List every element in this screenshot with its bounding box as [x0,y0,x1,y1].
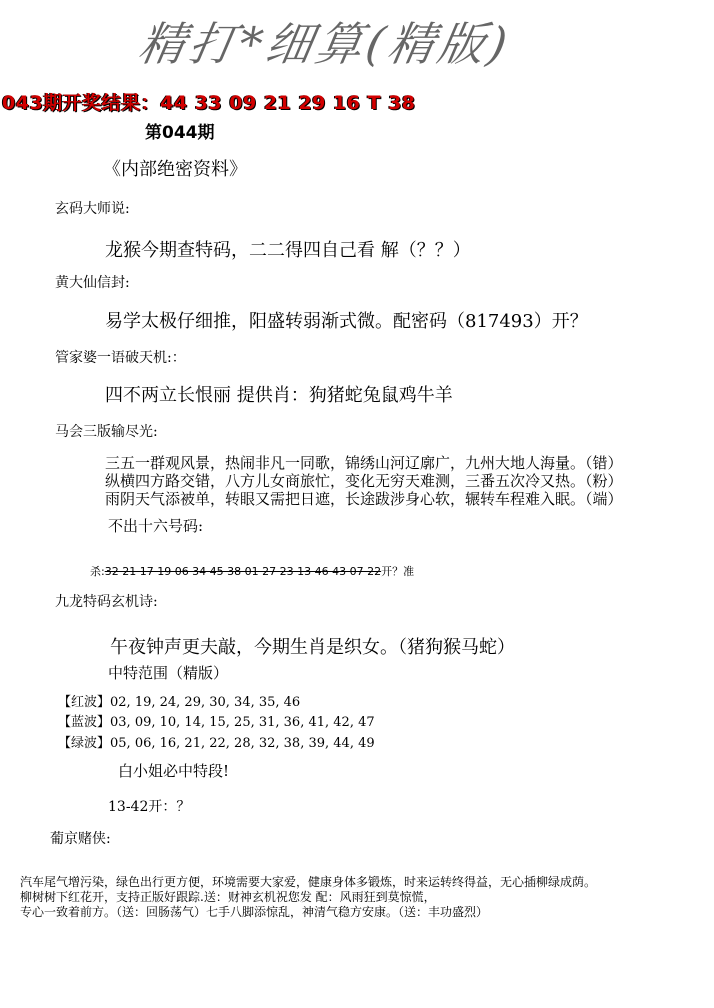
section-label-3: 管家婆一语破天机:： [55,350,186,366]
range-nums-red: 02, 19, 24, 29, 30, 34, 35, 46 [110,695,301,710]
range-row-red [58,691,300,710]
poem-line-1: 三五一群观风景，热闹非凡一同歌，锦绣山河辽廓广，九州大地人海量。（错） [105,454,623,472]
no16-label: 不出十六号码: [108,517,204,535]
white-lady-line: 白小姐必中特段! [118,762,230,780]
section-label-4: 马会三版输尽光: [55,424,158,440]
poem-line-3: 雨阴天气添被单，转眼又需把日遮，长途跋涉身心软，辗转车程难入眠。（端） [105,490,623,508]
range-row-blue [58,711,375,730]
footer-line-3: 专心一致着前方。（送：回肠荡气）七手八脚添惊乱，神清气稳方安康。（送：丰功盛烈） [20,905,489,919]
section-text-3: 四不两立长恨丽 提供肖：狗猪蛇兔鼠鸡牛羊 [105,385,453,406]
section-text-1: 龙猴今期查特码，二二得四自己看 解（？？） [105,240,471,261]
range-nums-green: 05, 06, 16, 21, 22, 28, 32, 38, 39, 44, 49 [110,736,375,751]
range-tag-green: 【绿波】 [58,736,111,751]
kill-line [90,563,414,579]
range-open-line: 13-42开：？ [108,799,191,815]
kill-numbers: 32 21 17 19 06 34 45 38 01 27 23 13 46 43 07 22 [104,565,382,578]
range-tag-red: 【红波】 [58,695,111,710]
section-label-1: 玄码大师说: [55,201,130,217]
poem-line-2: 纵横四方路交错，八方儿女商旅忙，变化无穷天难测，三番五次冷又热。（粉） [105,472,623,490]
footer-line-2: 柳树树下红花开，支持正版好跟踪.送：财神玄机祝您发 配：风雨狂到莫惊慌， [20,890,436,904]
range-row-green [58,732,375,751]
kill-suffix: 开？准 [381,565,415,578]
banner-title: 精打*细算(精版) [134,17,516,71]
kill-prefix: 杀: [90,565,105,578]
footer-line-1: 汽车尾气增污染，绿色出行更方便，环境需要大家爱，健康身体多锻炼，时来运转终得益，无心插柳绿成荫。 [20,875,597,889]
range-title: 中特范围（精版） [108,664,229,682]
section-label-6: 葡京赌侠: [50,831,111,847]
section-text-2: 易学太极仔细推，阳盛转弱渐式微。配密码（817493）开？ [105,311,588,332]
draw-result: 043期开奖结果：44 33 09 21 29 16 T 38 [2,92,416,114]
section-label-2: 黄大仙信封: [55,275,130,291]
issue-number: 第044期 [145,123,215,143]
range-tag-blue: 【蓝波】 [58,715,111,730]
section-label-5: 九龙特码玄机诗: [55,594,158,610]
range-nums-blue: 03, 09, 10, 14, 15, 25, 31, 36, 41, 42, 47 [110,715,375,730]
doc-title: 《内部绝密资料》 [103,159,247,180]
section-text-5: 午夜钟声更夫敲，今期生肖是织女。（猪狗猴马蛇） [110,637,515,658]
